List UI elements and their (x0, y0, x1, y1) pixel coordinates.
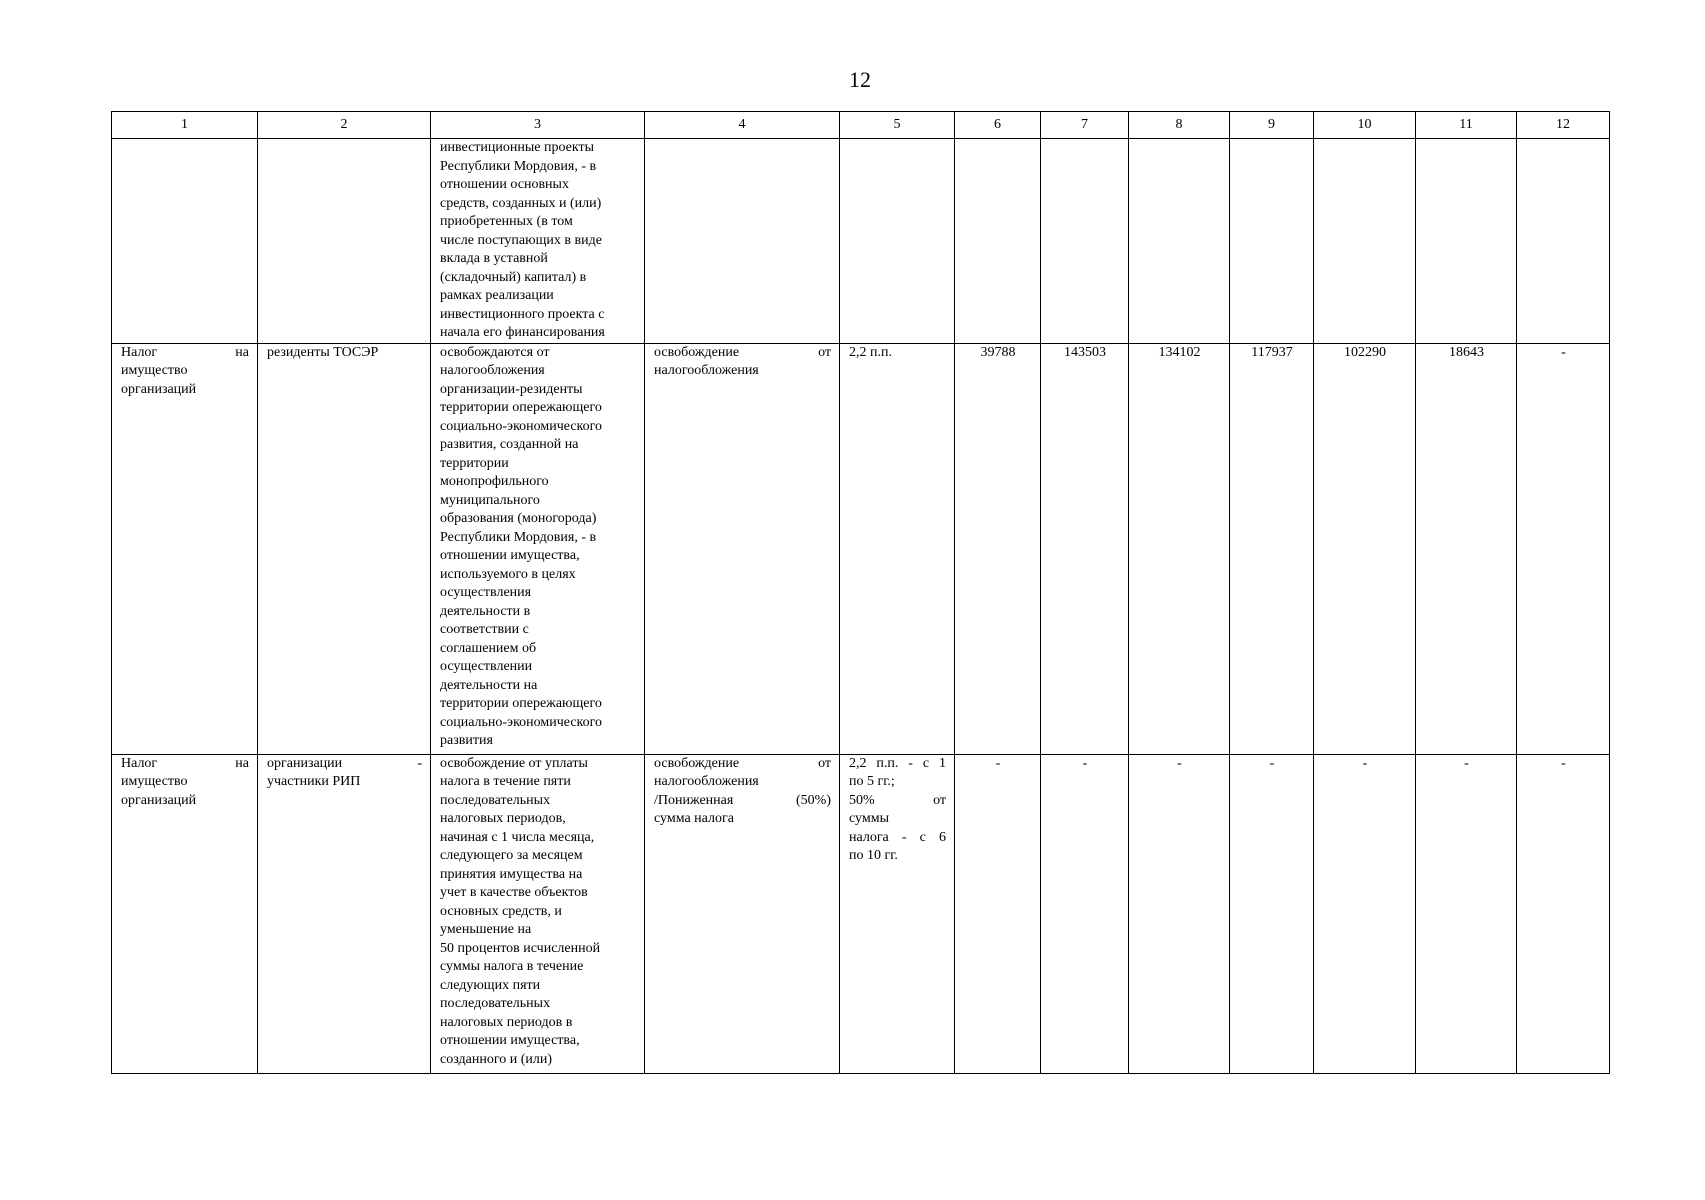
text-word: на (235, 755, 249, 771)
text-word: освобождение (654, 755, 740, 771)
text-word: налога - с (849, 829, 926, 845)
text-word: (50%) (796, 792, 831, 808)
cell-tax-name (112, 754, 258, 1073)
cell-col-10: 102290 (1314, 343, 1416, 754)
column-header-10: 10 (1314, 112, 1416, 139)
table-row (112, 139, 1610, 344)
column-header-4: 4 (645, 112, 840, 139)
column-header-11: 11 (1416, 112, 1517, 139)
text-word: - (417, 755, 422, 771)
column-header-8: 8 (1129, 112, 1230, 139)
text-line: налогообложения (654, 774, 759, 789)
cell-recipients (258, 754, 431, 1073)
cell-col-7: 143503 (1041, 343, 1129, 754)
text-line (849, 755, 946, 774)
text-line (654, 344, 831, 363)
text-word: 1 (939, 755, 946, 771)
column-number-header-row (112, 112, 1610, 139)
text-line (267, 755, 422, 774)
text-word: /Пониженная (654, 792, 734, 808)
text-lines: имущество организаций (121, 774, 197, 808)
column-header-7: 7 (1041, 112, 1129, 139)
cell-benefit-size (840, 754, 955, 1073)
cell-tax-name (112, 139, 258, 344)
text-word: 2,2 п.п. - с (849, 755, 930, 771)
cell-col-8 (1129, 139, 1230, 344)
cell-recipients (258, 139, 431, 344)
text-word: 50% (849, 792, 875, 808)
text-word: Налог (121, 755, 158, 771)
text-line (654, 755, 831, 774)
cell-col-8: 134102 (1129, 343, 1230, 754)
cell-col-9: 117937 (1230, 343, 1314, 754)
column-header-6: 6 (955, 112, 1041, 139)
cell-col-11: - (1416, 754, 1517, 1073)
column-header-9: 9 (1230, 112, 1314, 139)
text-line: по 10 гг. (849, 848, 898, 863)
cell-benefit-form (645, 343, 840, 754)
text-line (849, 829, 946, 848)
cell-tax-name (112, 343, 258, 754)
tax-benefits-table (111, 111, 1610, 1074)
text-word: организации (267, 755, 343, 771)
column-header-3: 3 (431, 112, 645, 139)
cell-col-10: - (1314, 754, 1416, 1073)
cell-benefit-description: освобождаются от налогообложения организации-резиденты территории опережающего социально-экономического развития, созданной на территории монопрофильного муниципального образования (моногорода) Республики Мордовия, - в отношении имущества, используемого в целях осуществления деятельности в соответствии с соглашением об осуществлении деятельности на территории опережающего социально-экономического развития (431, 343, 645, 754)
text-line: по 5 гг.; (849, 774, 895, 789)
cell-col-6 (955, 139, 1041, 344)
column-header-2: 2 (258, 112, 431, 139)
cell-recipients: резиденты ТОСЭР (258, 343, 431, 754)
cell-col-11: 18643 (1416, 343, 1517, 754)
text-line (121, 344, 249, 363)
cell-col-12: - (1517, 754, 1610, 1073)
table-row (112, 343, 1610, 754)
cell-col-7 (1041, 139, 1129, 344)
column-header-12: 12 (1517, 112, 1610, 139)
cell-col-6: - (955, 754, 1041, 1073)
text-word: Налог (121, 344, 158, 360)
text-line: налогообложения (654, 363, 759, 378)
cell-col-6: 39788 (955, 343, 1041, 754)
cell-benefit-form (645, 139, 840, 344)
cell-benefit-description: освобождение от уплаты налога в течение пяти последовательных налоговых периодов, начиная с 1 числа месяца, следующего за месяцем принятия имущества на учет в качестве объектов основных средств, и уменьшение на 50 процентов исчисленной суммы налога в течение следующих пяти последовательных налоговых периодов в отношении имущества, созданного и (или) (431, 754, 645, 1073)
text-line (849, 792, 946, 811)
text-word: 6 (939, 829, 947, 845)
text-line (654, 792, 831, 811)
cell-col-12: - (1517, 343, 1610, 754)
cell-col-9: - (1230, 754, 1314, 1073)
cell-col-8: - (1129, 754, 1230, 1073)
text-word: от (818, 344, 831, 360)
cell-col-7: - (1041, 754, 1129, 1073)
cell-benefit-size (840, 139, 955, 344)
cell-col-11 (1416, 139, 1517, 344)
text-line: сумма налога (654, 811, 734, 826)
text-line: участники РИП (267, 774, 361, 789)
cell-col-10 (1314, 139, 1416, 344)
column-header-5: 5 (840, 112, 955, 139)
text-line (121, 755, 249, 774)
text-word: освобождение (654, 344, 740, 360)
cell-benefit-description: инвестиционные проекты Республики Мордовия, - в отношении основных средств, созданных и (или) приобретенных (в том числе поступающих в виде вклада в уставной (складочный) капитал) в рамках реализации инвестиционного проекта с начала его финансирования (431, 139, 645, 344)
text-line: суммы (849, 811, 889, 826)
text-word: от (818, 755, 831, 771)
table-row (112, 754, 1610, 1073)
cell-col-9 (1230, 139, 1314, 344)
cell-col-12 (1517, 139, 1610, 344)
text-word: на (235, 344, 249, 360)
text-lines: имущество организаций (121, 363, 197, 397)
column-header-1: 1 (112, 112, 258, 139)
page-number: 12 (849, 67, 871, 92)
cell-benefit-size: 2,2 п.п. (840, 343, 955, 754)
text-word: от (933, 792, 946, 808)
cell-benefit-form (645, 754, 840, 1073)
